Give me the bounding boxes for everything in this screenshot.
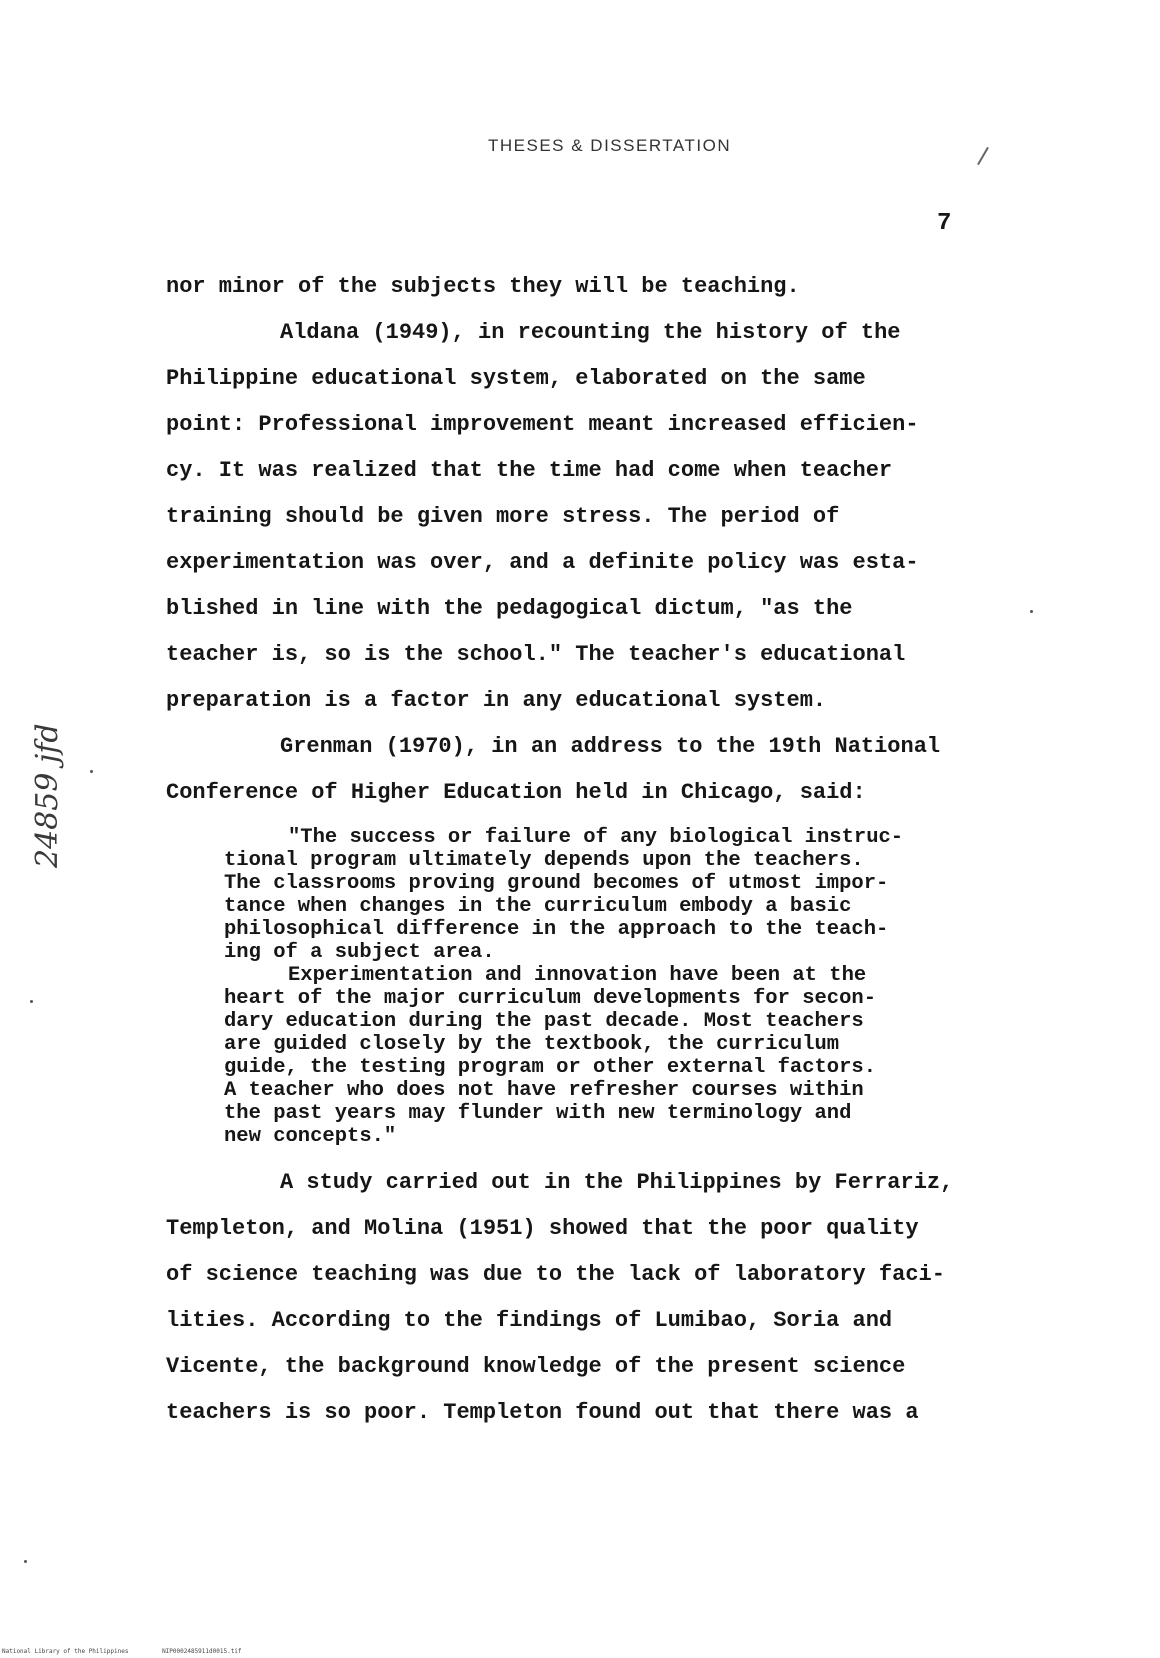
body-line: Aldana (1949), in recounting the history of the	[280, 320, 901, 345]
quote-line: philosophical difference in the approach to the teach-	[224, 918, 889, 941]
quote-line: the past years may flunder with new terminology and	[224, 1102, 852, 1125]
body-line: Templeton, and Molina (1951) showed that the poor quality	[166, 1216, 919, 1241]
body-line: experimentation was over, and a definite policy was esta-	[166, 550, 919, 575]
body-line: nor minor of the subjects they will be teaching.	[166, 274, 800, 299]
scan-speck	[30, 1000, 33, 1003]
body-line: point: Professional improvement meant increased efficien-	[166, 412, 919, 437]
body-line: Vicente, the background knowledge of the present science	[166, 1354, 906, 1379]
quote-line: tance when changes in the curriculum embody a basic	[224, 895, 852, 918]
quote-line: new concepts."	[224, 1125, 397, 1148]
body-line: training should be given more stress. The period of	[166, 504, 840, 529]
body-line: blished in line with the pedagogical dictum, "as the	[166, 596, 853, 621]
quote-line: The classrooms proving ground becomes of utmost impor-	[224, 872, 889, 895]
scan-footer	[2, 1648, 242, 1655]
body-line: Conference of Higher Education held in Chicago, said:	[166, 780, 866, 805]
page-number: 7	[937, 210, 952, 237]
quote-line: guide, the testing program or other external factors.	[224, 1056, 877, 1079]
footer-library: National Library of the Philippines	[2, 1648, 129, 1655]
theses-dissertation-stamp: THESES & DISSERTATION	[488, 136, 732, 155]
quote-line: Experimentation and innovation have been at the	[288, 964, 867, 987]
scan-speck	[90, 770, 93, 773]
handwritten-margin-note: 24859 jfd	[30, 723, 65, 868]
body-line: A study carried out in the Philippines by Ferrariz,	[280, 1170, 954, 1195]
quote-line: ing of a subject area.	[224, 941, 495, 964]
scan-speck	[24, 1560, 27, 1563]
body-line: lities. According to the findings of Lumibao, Soria and	[166, 1308, 893, 1333]
footer-file-id: NIP0002485911d0015.tif	[162, 1648, 242, 1655]
quote-line: heart of the major curriculum developments for secon-	[224, 987, 877, 1010]
quote-line: "The success or failure of any biological instruc-	[288, 826, 904, 849]
body-line: teachers is so poor. Templeton found out that there was a	[166, 1400, 919, 1425]
body-line: Grenman (1970), in an address to the 19th National	[280, 734, 941, 759]
body-line: cy. It was realized that the time had come when teacher	[166, 458, 893, 483]
body-line: teacher is, so is the school." The teacher's educational	[166, 642, 906, 667]
quote-line: are guided closely by the textbook, the curriculum	[224, 1033, 840, 1056]
pen-mark	[977, 147, 989, 165]
quote-line: dary education during the past decade. Most teachers	[224, 1010, 864, 1033]
scan-speck	[1030, 610, 1033, 613]
body-line: preparation is a factor in any educational system.	[166, 688, 827, 713]
body-line: of science teaching was due to the lack of laboratory faci-	[166, 1262, 945, 1287]
quote-line: tional program ultimately depends upon the teachers.	[224, 849, 864, 872]
quote-line: A teacher who does not have refresher courses within	[224, 1079, 864, 1102]
body-line: Philippine educational system, elaborated on the same	[166, 366, 866, 391]
